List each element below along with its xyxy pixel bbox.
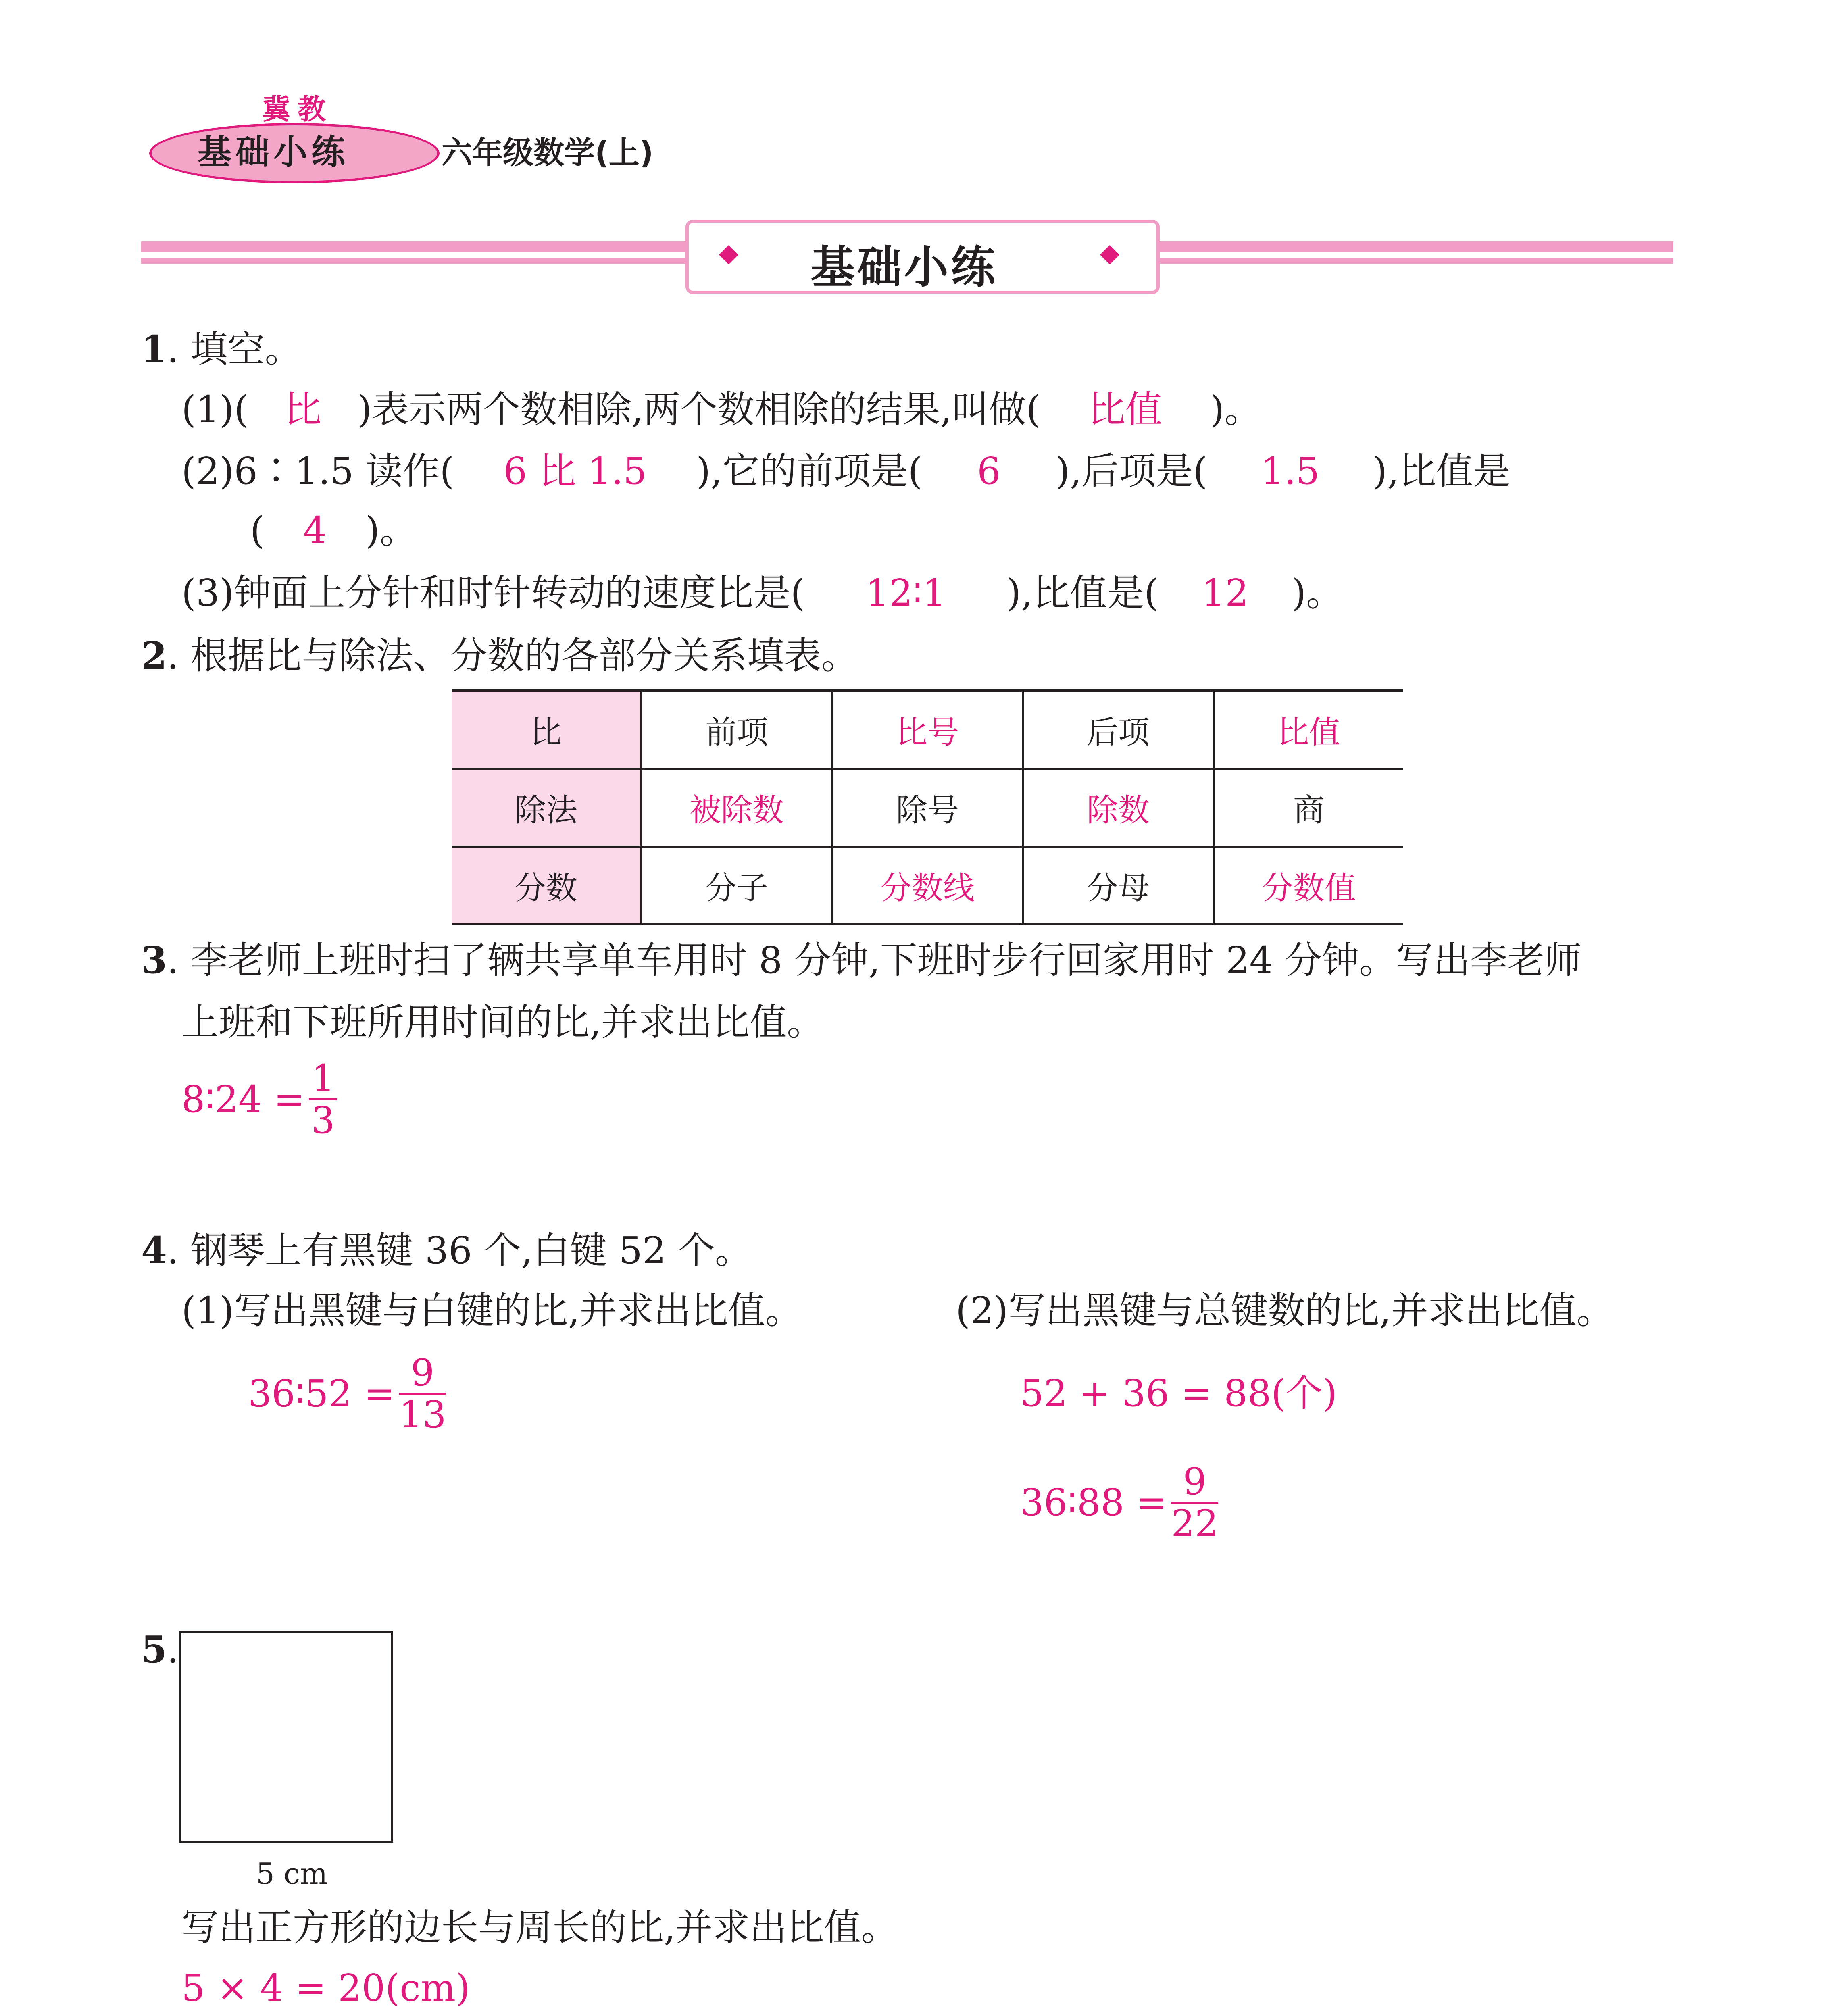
table-cell-answer: 比号 (832, 691, 1023, 769)
table-cell-answer: 除数 (1023, 769, 1214, 847)
question-2-stem: 2. 根据比与除法、分数的各部分关系填表。 (141, 634, 858, 677)
table-cell-answer: 比值 (1214, 691, 1404, 769)
fraction: $\frac{9}{22}$ (1171, 1460, 1219, 1545)
fraction: $\frac{9}{13}$ (399, 1351, 446, 1437)
table-cell-answer: 分数线 (832, 847, 1023, 925)
question-number: 2 (141, 634, 167, 677)
table-row (452, 847, 1403, 925)
question-number: 1 (141, 327, 167, 371)
answer-blank: 比值 (1088, 388, 1163, 431)
question-3-answer: 8∶24 = $\frac{1}{3}$ (181, 1058, 337, 1141)
question-4-answer-1: 36∶52 = $\frac{9}{13}$ (248, 1351, 446, 1437)
table-cell: 前项 (642, 691, 832, 769)
question-1-part-1: (1)( 比 )表示两个数相除,两个数相除的结果,叫做( 比值 )。 (181, 388, 1262, 431)
question-3-stem: 3. 李老师上班时扫了辆共享单车用时 8 分钟,下班时步行回家用时 24 分钟。写出李老师 (141, 938, 1582, 982)
answer-blank: 12∶1 (865, 571, 946, 614)
question-4-part-1: (1)写出黑键与白键的比,并求出比值。 (181, 1289, 802, 1332)
table-cell: 除号 (832, 769, 1023, 847)
table-cell-answer: 分数值 (1214, 847, 1404, 925)
table-cell: 商 (1214, 769, 1404, 847)
question-1-part-3: (3)钟面上分针和时针转动的速度比是( 12∶1 ),比值是( 12 )。 (181, 571, 1344, 614)
table-cell-answer: 被除数 (642, 769, 832, 847)
question-4-part-2: (2)写出黑键与总键数的比,并求出比值。 (956, 1289, 1614, 1332)
answer-blank: 6 (977, 450, 1001, 493)
table-row (452, 691, 1403, 769)
table-cell: 除法 (452, 769, 642, 847)
ratio-relation-table (452, 689, 1403, 925)
table-cell: 分子 (642, 847, 832, 925)
question-3-stem-cont: 上班和下班所用时间的比,并求出比值。 (181, 1001, 824, 1044)
question-4-stem: 4. 钢琴上有黑键 36 个,白键 52 个。 (141, 1229, 752, 1272)
section-title: 基础小练 (810, 242, 998, 293)
answer-blank: 6 比 1.5 (503, 450, 647, 493)
question-1-part-2: (2)6∶1.5 读作( 6 比 1.5 ),它的前项是( 6 ),后项是( 1.5 ),比值是 (181, 450, 1511, 493)
table-cell: 分母 (1023, 847, 1214, 925)
question-5-answer-perimeter: 5 × 4 = 20(cm) (181, 1966, 470, 2010)
answer-blank: 12 (1201, 571, 1249, 614)
question-1-stem: 1. 填空。 (141, 327, 302, 371)
book-grade-title: 六年级数学(上) (442, 135, 654, 171)
table-cell: 后项 (1023, 691, 1214, 769)
brand-publisher: 冀教 (262, 93, 333, 126)
question-1-part-2-cont: ( 4 )。 (250, 509, 417, 552)
question-number: 3 (141, 938, 167, 982)
brand-series-title: 基础小练 (198, 132, 350, 172)
answer-blank: 比 (284, 388, 322, 431)
square-figure (179, 1631, 393, 1843)
table-cell: 比 (452, 691, 642, 769)
table-cell: 分数 (452, 847, 642, 925)
answer-blank: 4 (303, 509, 327, 552)
question-5-stem: 写出正方形的边长与周长的比,并求出比值。 (181, 1906, 898, 1949)
answer-blank: 1.5 (1261, 450, 1320, 493)
question-number: 4 (141, 1229, 167, 1272)
fraction: $\frac{1}{3}$ (309, 1058, 338, 1141)
question-5-number: 5. (141, 1628, 179, 1671)
question-4-answer-2-sum: 52 + 36 = 88(个) (1020, 1372, 1338, 1415)
question-4-answer-2: 36∶88 = $\frac{9}{22}$ (1020, 1460, 1219, 1545)
side-length-label: 5 cm (256, 1857, 328, 1891)
table-row (452, 769, 1403, 847)
